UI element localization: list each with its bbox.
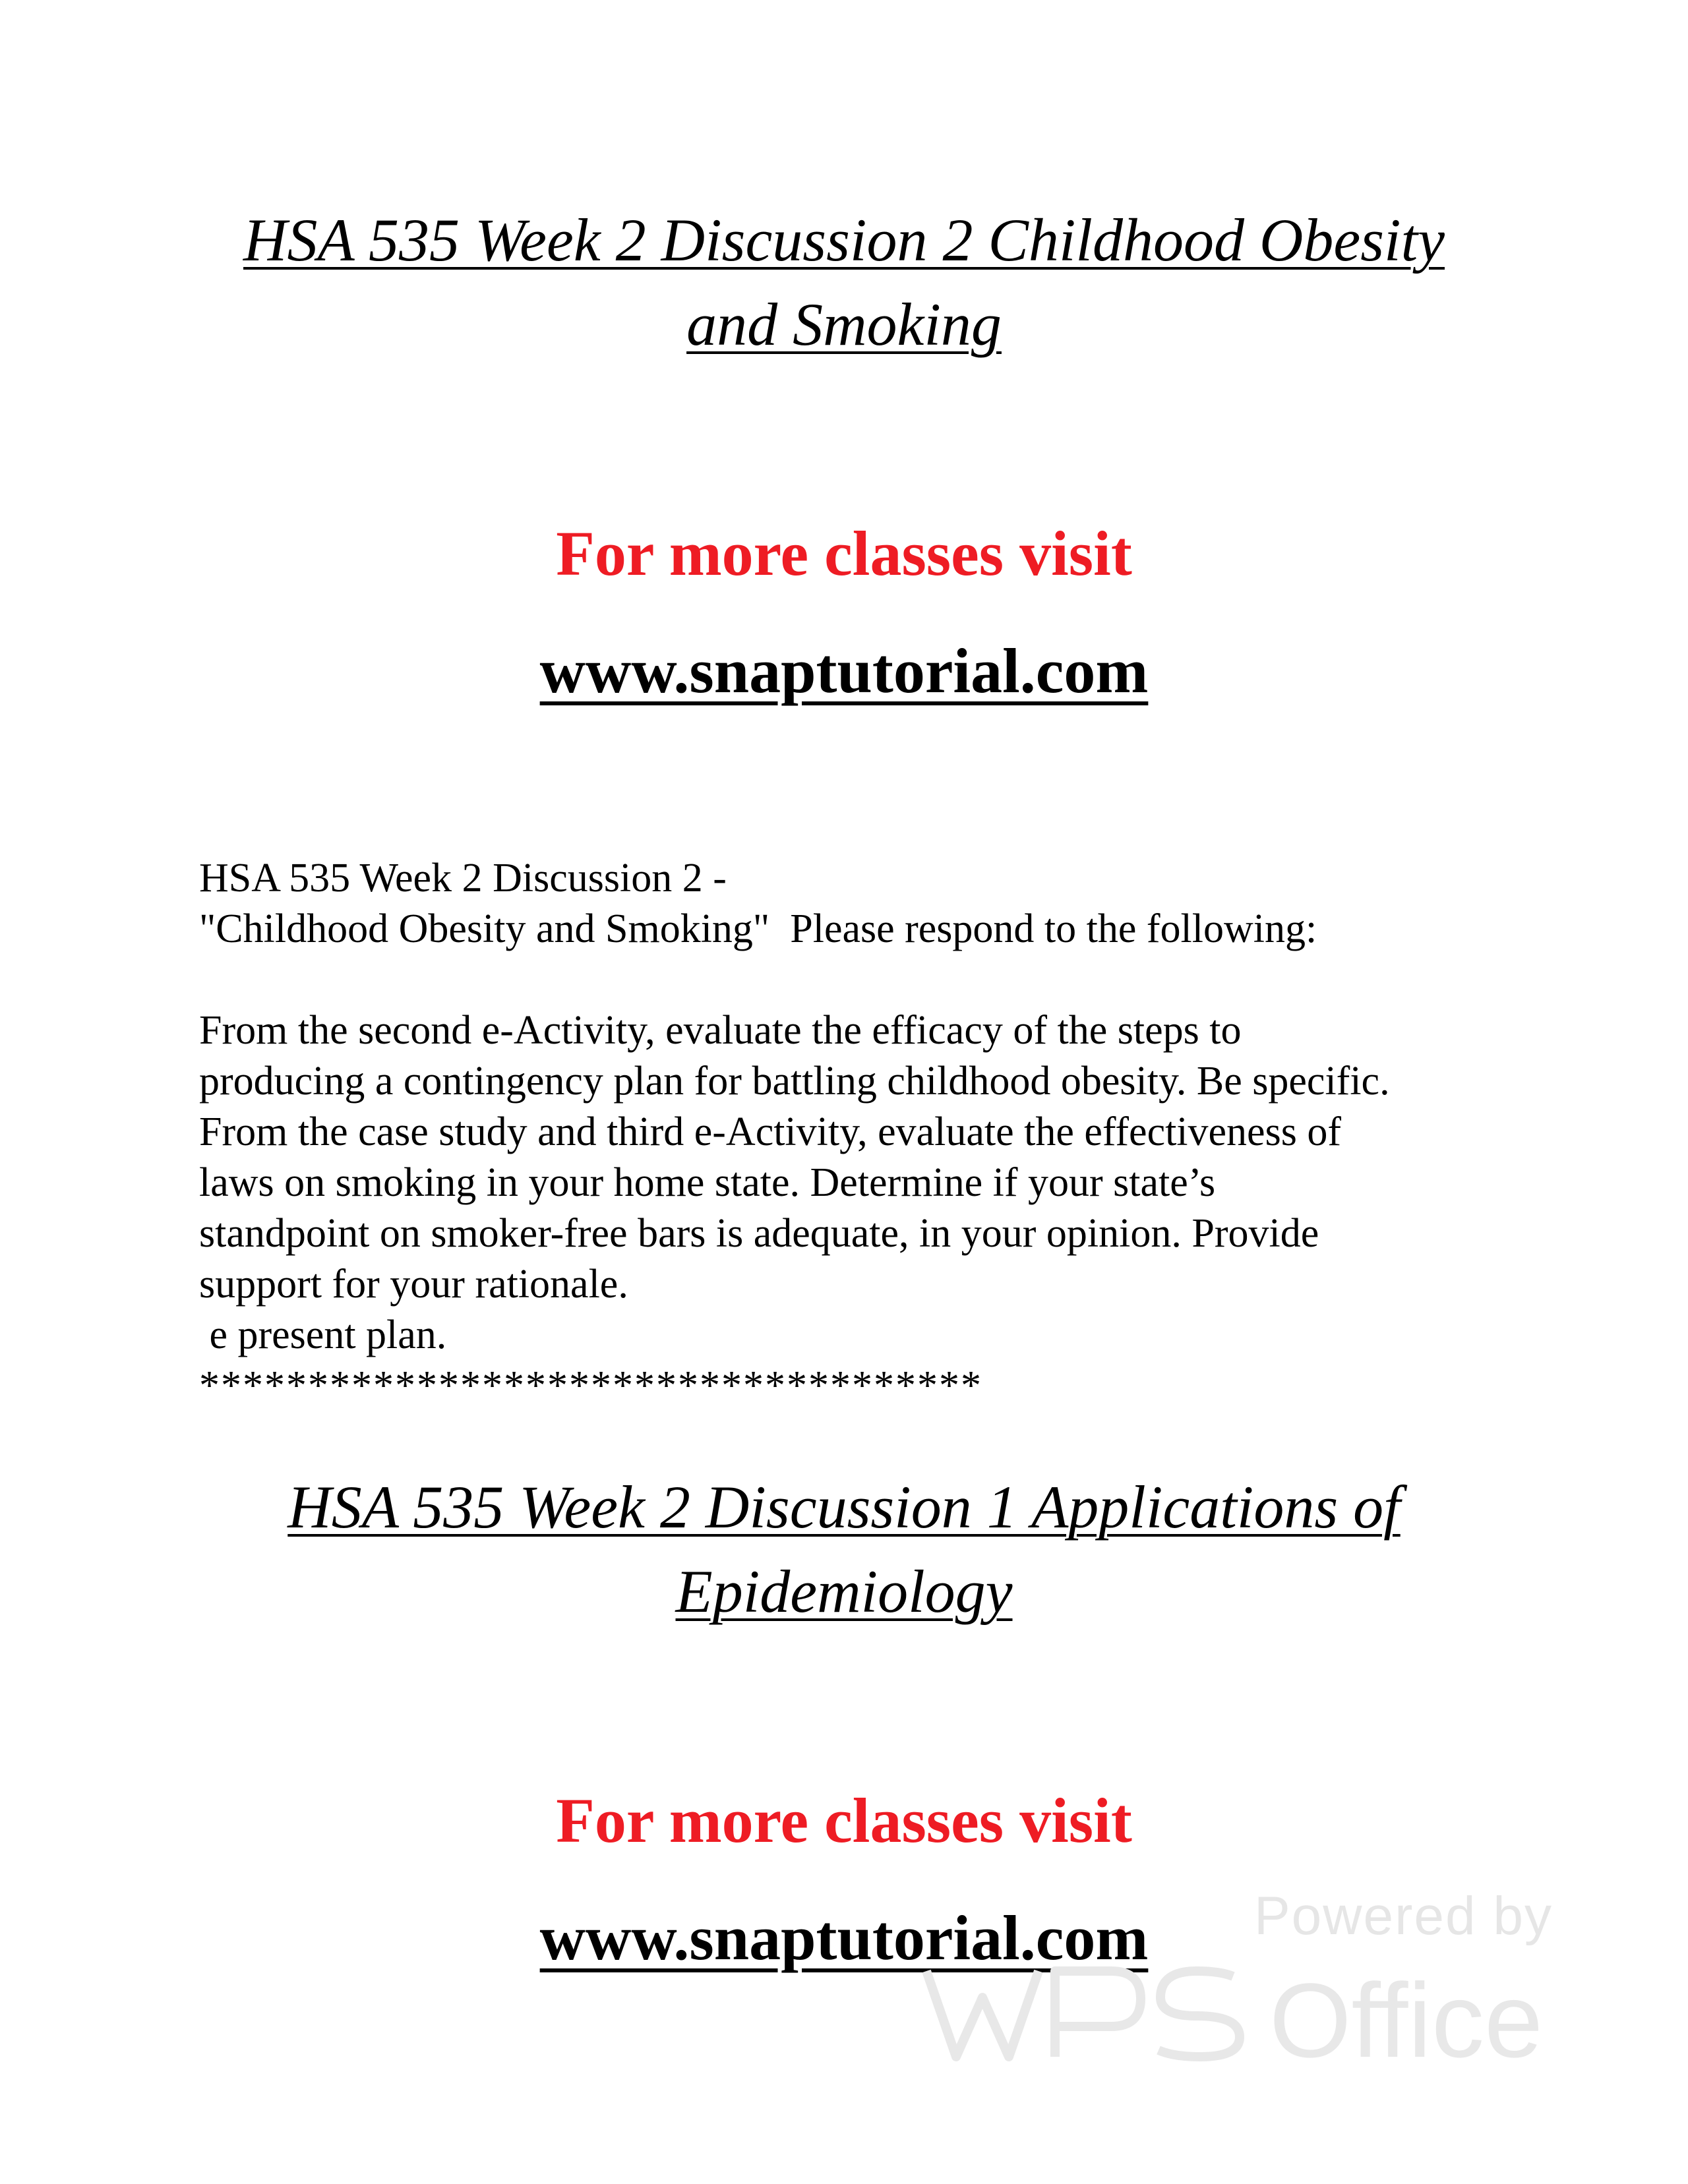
paragraph-spacer <box>199 955 1518 1005</box>
body-line: From the second e-Activity, evaluate the efficacy of the steps to <box>199 1008 1242 1053</box>
body-line: laws on smoking in your home state. Determine if your state’s <box>199 1160 1216 1205</box>
svg-text:Office: Office <box>1269 1961 1543 2070</box>
section-2-promo-link-wrap <box>0 1899 1688 1978</box>
asterisk-separator: ************************************ <box>199 1363 982 1408</box>
section-1-title-line-1: HSA 535 Week 2 Discussion 2 Childhood Obesity <box>243 206 1445 274</box>
body-line: producing a contingency plan for battling childhood obesity. Be specific. <box>199 1059 1390 1104</box>
section-2-title-line-2: Epidemiology <box>675 1558 1013 1625</box>
section-1-title <box>0 198 1688 367</box>
section-2-promo-link[interactable]: www.snaptutorial.com <box>539 1903 1149 1973</box>
discussion-body <box>199 853 1518 1411</box>
body-line: e present plan. <box>199 1313 447 1357</box>
body-line: From the case study and third e-Activity, evaluate the effectiveness of <box>199 1109 1341 1154</box>
body-line: "Childhood Obesity and Smoking" Please respond to the following: <box>199 906 1317 951</box>
body-line: HSA 535 Week 2 Discussion 2 - <box>199 856 727 900</box>
section-2-title-line-1: HSA 535 Week 2 Discussion 1 Applications of <box>287 1473 1401 1541</box>
body-line: standpoint on smoker-free bars is adequate, in your opinion. Provide <box>199 1211 1319 1256</box>
section-1-promo-link-wrap <box>0 632 1688 711</box>
section-1-title-line-2: and Smoking <box>686 291 1002 358</box>
section-2-promo-text: For more classes visit <box>556 1785 1132 1856</box>
section-1-promo-text: For more classes visit <box>556 518 1132 589</box>
section-1-promo-link[interactable]: www.snaptutorial.com <box>539 635 1149 706</box>
watermark-powered-by: Powered by <box>1253 1886 1553 1946</box>
body-line: support for your rationale. <box>199 1262 628 1307</box>
section-2-title <box>0 1465 1688 1634</box>
